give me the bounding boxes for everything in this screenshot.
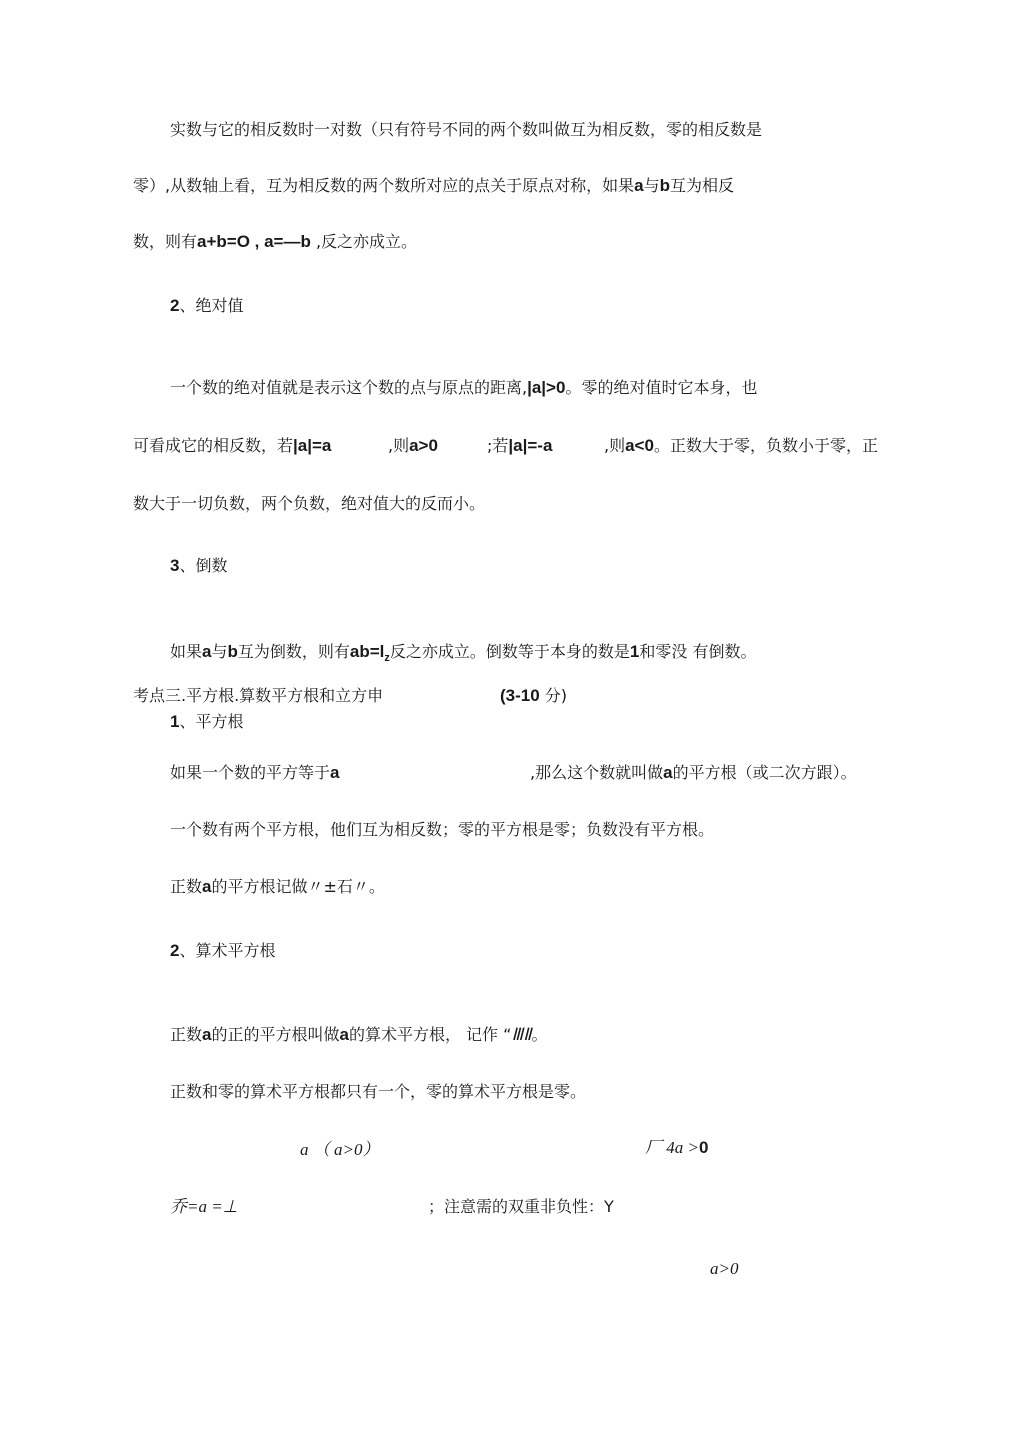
formula-condition [645,1138,708,1158]
paragraph-fragment [388,436,438,456]
text: 的算术平方根， 记作 “ [348,1025,512,1044]
variable-a: a [202,877,212,896]
text: 实数与它的相反数时一对数（只有符号不同的两个数叫做互为相反数，零的相反数是 [170,120,763,139]
text: ,则 [604,436,626,455]
exam-point-title [133,686,383,706]
text: 一个数的绝对值就是表示这个数的点与原点的距离, [170,378,528,397]
paragraph-fragment [604,436,878,456]
text: 的平方根（或二次方跟）。 [672,763,857,782]
text: 互为倒数，则有 [237,642,350,661]
formula: |a|>0 [527,378,566,397]
paragraph-line [170,378,757,398]
paragraph-line [170,1082,586,1102]
text: 零）,从数轴上看，互为相反数的两个数所对应的点关于原点对称，如果 [133,176,635,195]
text: ,那么这个数就叫做 [530,763,664,782]
text: ,则 [388,436,410,455]
score-unit: 分) [539,686,568,705]
text: 如果一个数的平方等于 [170,763,331,782]
heading-text: 、绝对值 [179,296,244,315]
paragraph-line [170,642,756,668]
variable-b: b [659,176,670,195]
text: 。正数大于零，负数小于零，正 [653,436,878,455]
text: 正数 [170,1025,203,1044]
section-heading [170,941,275,961]
text: 正数 [170,877,203,896]
formula: 厂 4a > [645,1138,699,1157]
variable-a: a [339,1025,349,1044]
text: 互为相反 [669,176,734,195]
formula: 乔=a =⊥ [170,1197,238,1216]
exam-point-score [500,686,567,706]
paragraph-line [170,120,762,140]
heading-text: 、倒数 [179,556,228,575]
section-heading [170,712,243,732]
formula-note [428,1197,614,1217]
text: ；注意需的双重非负性：Y [428,1197,614,1216]
paragraph-line [170,820,714,840]
text: 与 [211,642,228,661]
score-range: (3-10 [500,686,540,705]
text: 正数和零的算术平方根都只有一个，零的算术平方根是零。 [170,1082,587,1101]
formula: |a|=-a [508,436,553,455]
heading-text: 、算术平方根 [179,941,276,960]
formula: a+b=O , a=—b [197,232,311,251]
text: 如果 [170,642,203,661]
paragraph-line [170,763,339,783]
paragraph-line [133,232,417,252]
formula-condition-bottom [710,1259,738,1279]
formula-case-top [300,1140,379,1160]
notation: ⅢⅡ [511,1025,532,1044]
paragraph-line [170,877,385,897]
paragraph-line [170,1025,548,1045]
text: 。 [531,1025,548,1044]
text: 一个数有两个平方根，他们互为相反数；零的平方根是零；负数没有平方根。 [170,820,715,839]
heading-number: 2 [170,941,180,960]
formula: a>0 [409,436,438,455]
variable-a: a [634,176,644,195]
paragraph-fragment [530,763,857,783]
section-heading [170,296,243,316]
variable-a: a [330,763,340,782]
heading-number: 1 [170,712,180,731]
paragraph-line [133,436,331,456]
formula: |a|=a [293,436,332,455]
subscript: z [384,652,390,665]
formula: ab=l [349,642,385,661]
text: 可看成它的相反数，若 [133,436,294,455]
text: 。零的绝对值时它本身，也 [565,378,758,397]
text: 数，则有 [133,232,198,251]
text: 和零没 有倒数。 [639,642,757,661]
text: 考点三.平方根.算数平方根和立方申 [133,686,384,705]
formula-main [170,1197,238,1217]
text: 与 [643,176,660,195]
heading-number: 2 [170,296,180,315]
heading-text: 、平方根 [179,712,244,731]
text: ;若 [487,436,509,455]
text: 的平方根记做〃±石〃。 [211,877,385,896]
variable-b: b [227,642,238,661]
formula: a （ a>0） [300,1140,380,1159]
section-heading [170,556,227,576]
variable-a: a [202,642,212,661]
text: 数大于一切负数，两个负数，绝对值大的反而小。 [133,494,486,513]
paragraph-line [133,494,485,514]
paragraph-line [133,176,734,196]
paragraph-fragment [487,436,552,456]
number: 0 [698,1138,709,1157]
text: ,反之亦成立。 [310,232,418,251]
formula: a>0 [710,1259,739,1278]
variable-a: a [663,763,673,782]
text: 反之亦成立。倒数等于本身的数是 [389,642,630,661]
formula: a<0 [625,436,654,455]
variable-a: a [202,1025,212,1044]
heading-number: 3 [170,556,180,575]
number: 1 [629,642,640,661]
text: 的正的平方根叫做 [211,1025,340,1044]
